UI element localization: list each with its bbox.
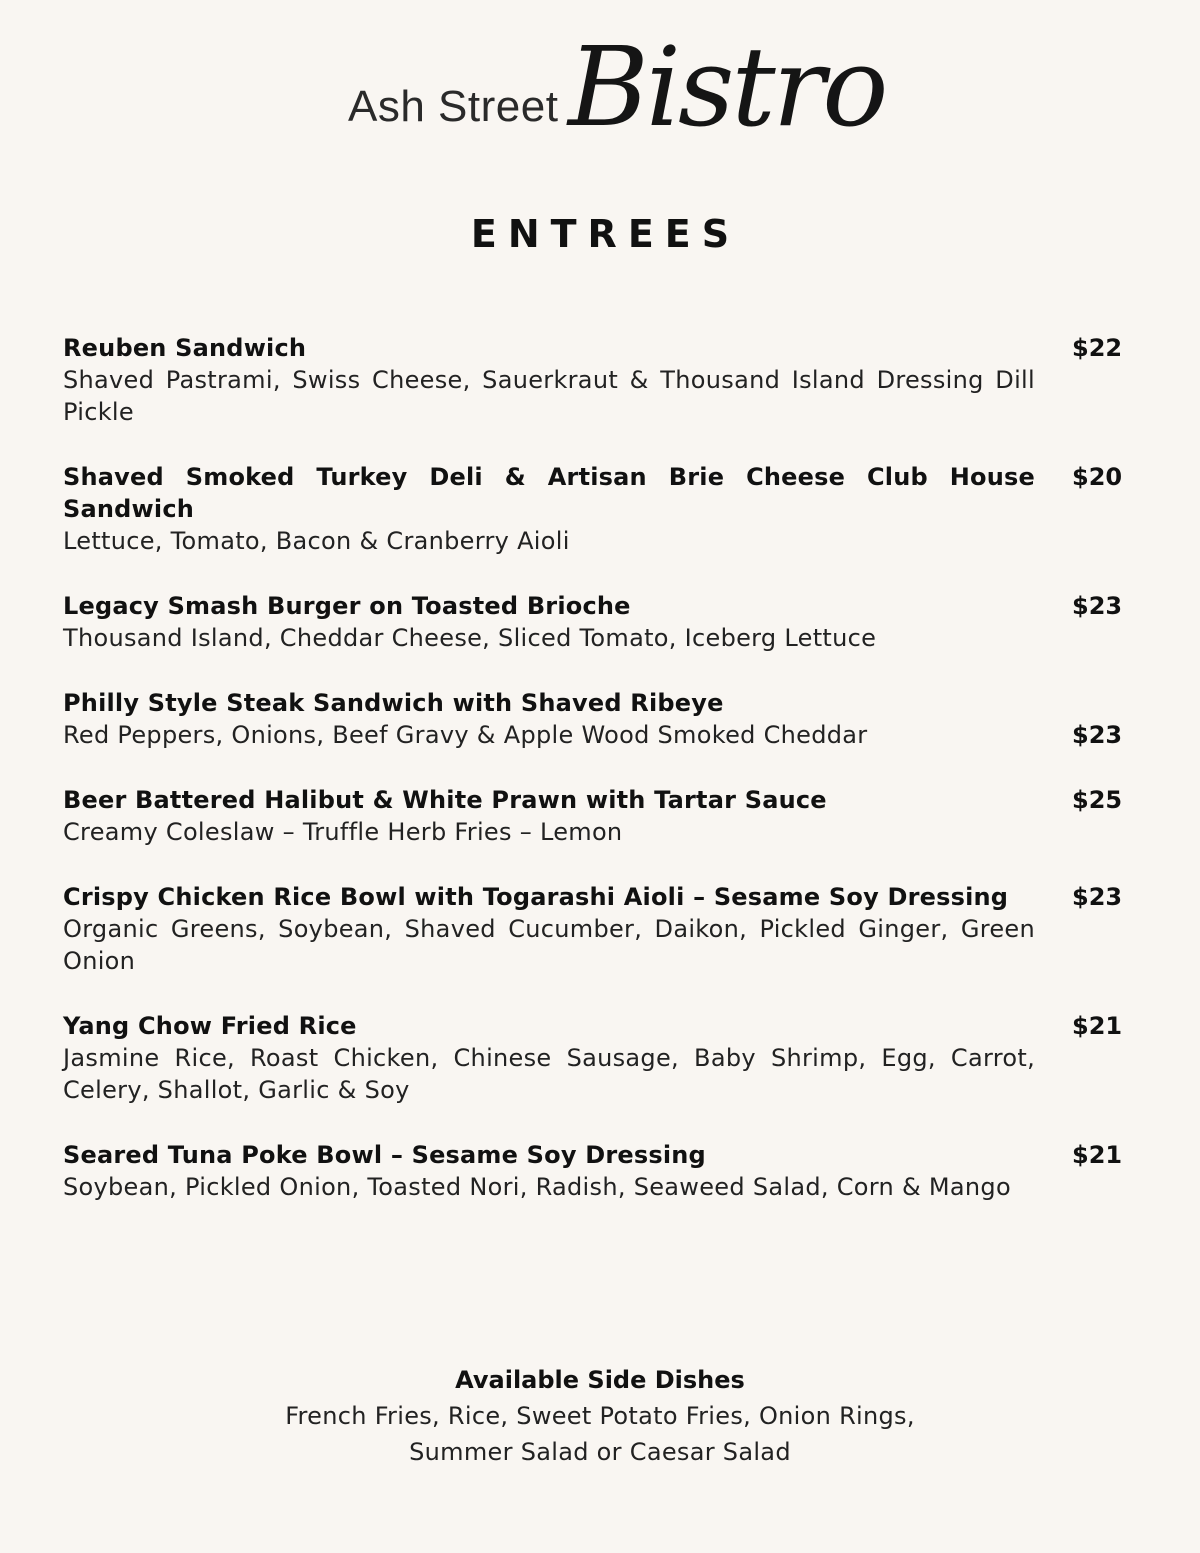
menu-item-price: $23	[1072, 721, 1123, 749]
menu-item-smash-burger	[63, 590, 1138, 654]
menu-item-name: Yang Chow Fried Rice	[63, 1012, 357, 1040]
brand-logo	[0, 23, 1200, 170]
menu-item-philly-steak	[63, 687, 1138, 751]
menu-item-name: Legacy Smash Burger on Toasted Brioche	[63, 592, 631, 620]
menu-item-name: Seared Tuna Poke Bowl – Sesame Soy Dressing	[63, 1141, 706, 1169]
side-dishes-line-2: Summer Salad or Caesar Salad	[409, 1438, 791, 1466]
menu-item-name: Philly Style Steak Sandwich with Shaved Ribeye	[63, 689, 724, 717]
side-dishes	[0, 1362, 1200, 1470]
menu-item-price: $25	[1072, 786, 1123, 814]
menu-item-description: Shaved Pastrami, Swiss Cheese, Sauerkraut & Thousand Island Dressing Dill Pickle	[63, 366, 1035, 426]
section-title: ENTREES	[470, 212, 741, 256]
menu-item-description: Organic Greens, Soybean, Shaved Cucumber, Daikon, Pickled Ginger, Green Onion	[63, 915, 1035, 975]
menu-item-price: $21	[1072, 1141, 1123, 1169]
menu-item-description: Thousand Island, Cheddar Cheese, Sliced Tomato, Iceberg Lettuce	[63, 624, 877, 652]
menu-item-name: Shaved Smoked Turkey Deli & Artisan Brie Cheese Club House Sandwich	[63, 463, 1035, 523]
menu-item-price: $23	[1072, 883, 1123, 911]
menu-item-halibut-prawn	[63, 784, 1138, 848]
menu-item-tuna-poke	[63, 1139, 1138, 1203]
side-dishes-line-1: French Fries, Rice, Sweet Potato Fries, Onion Rings,	[285, 1402, 915, 1430]
menu-item-description: Creamy Coleslaw – Truffle Herb Fries – Lemon	[63, 818, 623, 846]
menu-item-price: $22	[1072, 334, 1123, 362]
menu-item-reuben	[63, 332, 1138, 428]
menu-list	[63, 332, 1138, 1236]
menu-item-price: $20	[1072, 463, 1123, 491]
menu-item-description: Jasmine Rice, Roast Chicken, Chinese Sausage, Baby Shrimp, Egg, Carrot, Celery, Shallot, Garlic & Soy	[63, 1044, 1035, 1104]
brand-name-script: Bistro	[568, 23, 886, 151]
menu-item-name: Beer Battered Halibut & White Prawn with Tartar Sauce	[63, 786, 827, 814]
brand-name-prefix: Ash Street	[348, 82, 559, 131]
menu-item-name: Reuben Sandwich	[63, 334, 307, 362]
menu-item-chicken-rice-bowl	[63, 881, 1138, 977]
menu-item-description: Lettuce, Tomato, Bacon & Cranberry Aioli	[63, 527, 570, 555]
menu-item-description: Red Peppers, Onions, Beef Gravy & Apple Wood Smoked Cheddar	[63, 721, 868, 749]
menu-item-turkey-club	[63, 461, 1138, 557]
menu-item-description: Soybean, Pickled Onion, Toasted Nori, Radish, Seaweed Salad, Corn & Mango	[63, 1173, 1011, 1201]
menu-item-price: $21	[1072, 1012, 1123, 1040]
menu-item-name: Crispy Chicken Rice Bowl with Togarashi Aioli – Sesame Soy Dressing	[63, 883, 1009, 911]
menu-item-fried-rice	[63, 1010, 1138, 1106]
menu-item-price: $23	[1072, 592, 1123, 620]
side-dishes-title: Available Side Dishes	[455, 1366, 745, 1394]
